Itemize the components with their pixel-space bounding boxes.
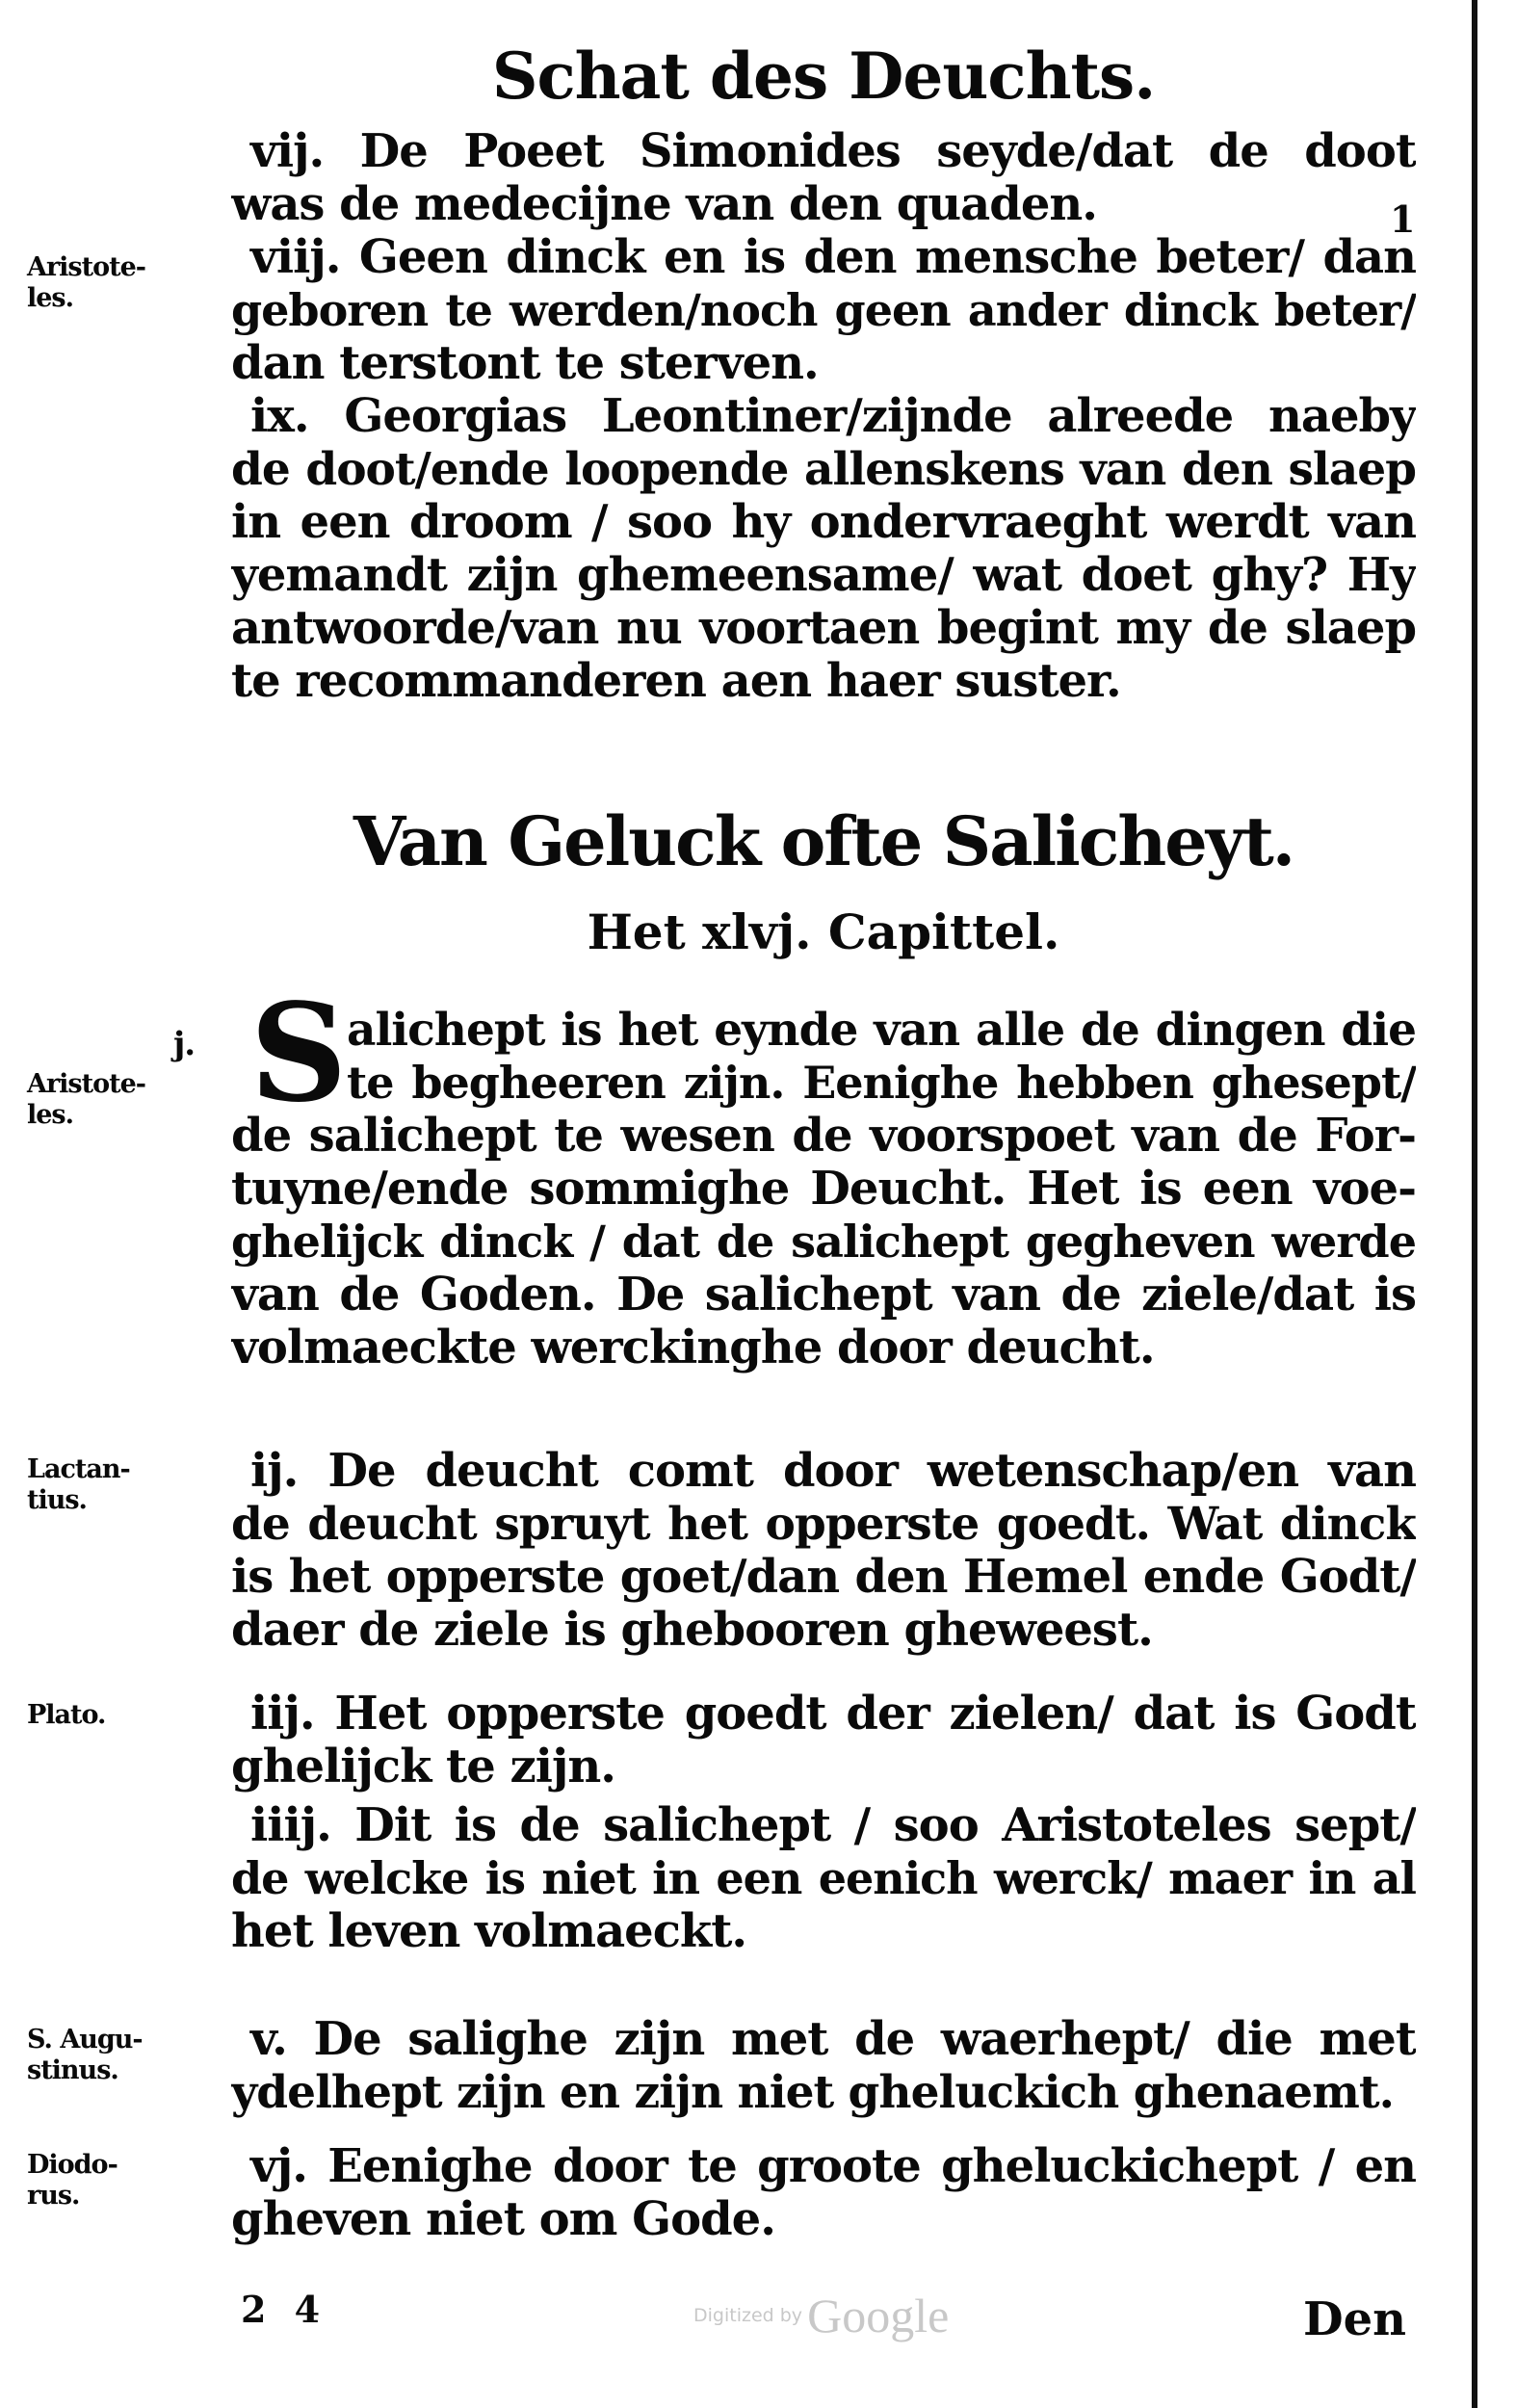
text-line: ghelijck dinck / dat de salichept gegheven werde	[231, 1216, 1416, 1268]
margin-note-line: les.	[27, 283, 74, 313]
watermark-prefix: Digitized by	[693, 2305, 803, 2326]
text-line: vij. De Poeet Simonides seyde/dat de doot	[250, 125, 1416, 178]
text-line: de doot/ende loopende allenskens van den slaep	[231, 443, 1416, 496]
text-line: alichept is het eynde van alle de dingen die	[347, 1004, 1416, 1057]
text-line: v. De salighe zijn met de waerhept/ die met	[250, 2013, 1416, 2066]
text-line: de welcke is niet in een eenich werck/ maer in al	[231, 1852, 1416, 1904]
signature-marks: 2 4	[241, 2288, 328, 2331]
margin-note-aristoteles-1	[27, 252, 224, 314]
catchword: Den	[1302, 2292, 1406, 2346]
margin-note-plato	[27, 1700, 224, 1731]
text-line: dan terstont te sterven.	[231, 337, 819, 390]
text-line: antwoorde/van nu voortaen begint my de slaep	[231, 602, 1416, 655]
margin-note-line: Diodo-	[27, 2150, 118, 2180]
text-line: tuyne/ende sommighe Deucht. Het is een voe-	[231, 1163, 1416, 1216]
text-block-1	[231, 125, 1416, 708]
text-line: viij. Geen dinck en is den mensche beter/ dan	[250, 231, 1416, 284]
text-line: was de medecijne van den quaden.	[231, 178, 1097, 231]
text-line: het leven volmaeckt.	[231, 1905, 747, 1958]
text-line: te begheeren zijn. Eenighe hebben ghesept/	[347, 1057, 1416, 1109]
chapter-number: Het xlvj. Capittel.	[587, 903, 1060, 960]
margin-note-line: stinus.	[27, 2055, 118, 2085]
paragraph-number: j.	[173, 1025, 196, 1063]
margin-note-aristoteles-2	[27, 1069, 224, 1131]
text-line: ij. De deucht comt door wetenschap/en van	[250, 1445, 1416, 1498]
page-number: 1	[1390, 197, 1416, 241]
text-block-5	[231, 1799, 1416, 1958]
margin-note-line: Aristote-	[27, 1069, 145, 1099]
text-line: ydelhept zijn en zijn niet gheluckich ghenaemt.	[231, 2066, 1394, 2119]
margin-note-line: Lactan-	[27, 1454, 130, 1484]
text-line: ghelijck te zijn.	[231, 1741, 615, 1793]
margin-note-line: S. Augu-	[27, 2025, 143, 2055]
text-block-7	[231, 2140, 1416, 2246]
text-block-4	[231, 1688, 1416, 1793]
margin-note-line: tius.	[27, 1485, 87, 1515]
text-line: de deucht spruyt het opperste goedt. Wat dinck	[231, 1498, 1416, 1551]
text-line: gheven niet om Gode.	[231, 2193, 775, 2246]
google-logo: Google	[807, 2289, 950, 2343]
margin-note-line: Aristote-	[27, 252, 145, 282]
text-line: iiij. Dit is de salichept / soo Aristoteles sept/	[250, 1799, 1416, 1852]
text-line: te recommanderen aen haer suster.	[231, 655, 1121, 708]
page-edge-shadow	[1472, 0, 1477, 2408]
margin-note-line: Plato.	[27, 1700, 106, 1730]
drop-cap-initial: S	[249, 975, 348, 1133]
margin-note-augustinus	[27, 2025, 224, 2086]
margin-note-diodorus	[27, 2150, 224, 2212]
text-line: ix. Georgias Leontiner/zijnde alreede naeby	[250, 390, 1416, 443]
text-line: vj. Eenighe door te groote gheluckichept / en	[250, 2140, 1416, 2193]
margin-note-line: rus.	[27, 2181, 80, 2211]
text-line: de salichept te wesen de voorspoet van de For-	[231, 1110, 1416, 1163]
text-block-6	[231, 2013, 1416, 2119]
text-line: van de Goden. De salichept van de ziele/dat is	[231, 1269, 1416, 1322]
chapter-title: Van Geluck ofte Salicheyt.	[353, 801, 1294, 881]
google-watermark	[693, 2288, 949, 2345]
running-head: Schat des Deuchts.	[491, 39, 1156, 114]
text-block-2	[231, 1004, 1416, 1374]
text-line: geboren te werden/noch geen ander dinck beter/	[231, 284, 1416, 336]
text-line: volmaeckte werckinghe door deucht.	[231, 1322, 1155, 1374]
margin-note-line: les.	[27, 1100, 74, 1130]
text-line: yemandt zijn ghemeensame/ wat doet ghy? Hy	[231, 549, 1416, 602]
text-line: in een droom / soo hy ondervraeght werdt van	[231, 496, 1416, 549]
text-line: daer de ziele is ghebooren gheweest.	[231, 1604, 1153, 1657]
text-line: iij. Het opperste goedt der zielen/ dat is Godt	[250, 1688, 1416, 1741]
margin-note-lactantius	[27, 1454, 224, 1516]
text-line: is het opperste goet/dan den Hemel ende Godt/	[231, 1551, 1416, 1604]
text-block-3	[231, 1445, 1416, 1657]
